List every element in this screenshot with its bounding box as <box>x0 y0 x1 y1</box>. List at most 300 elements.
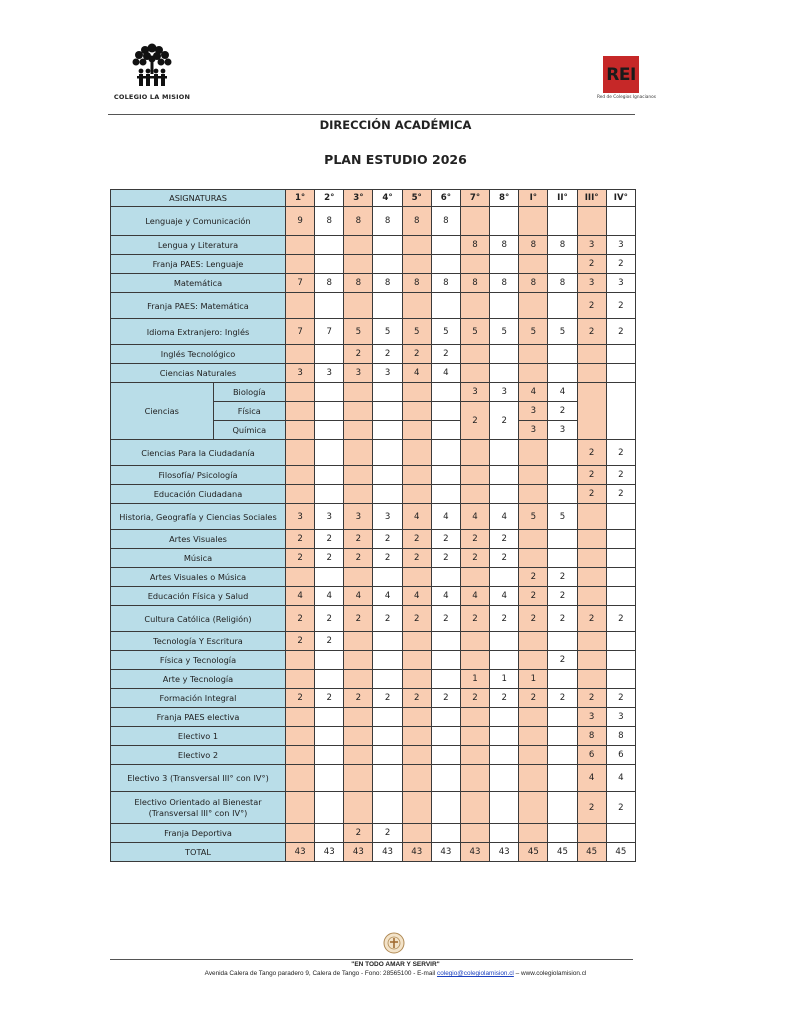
hours-cell <box>315 485 344 504</box>
hours-cell <box>606 651 635 670</box>
subject-label: Arte y Tecnología <box>111 670 286 689</box>
hours-cell: 4 <box>431 364 460 383</box>
subject-label: Educación Física y Salud <box>111 587 286 606</box>
hours-cell: 3 <box>373 504 402 530</box>
hours-cell: 2 <box>577 293 606 319</box>
hours-cell: 3 <box>460 383 489 402</box>
hours-cell <box>315 345 344 364</box>
rei-subtitle: Red de Colegios Ignacianos <box>597 95 657 100</box>
hours-cell: 2 <box>577 485 606 504</box>
hours-cell <box>315 708 344 727</box>
hours-cell: 8 <box>402 207 431 236</box>
hours-cell <box>460 466 489 485</box>
hours-cell: 2 <box>344 530 373 549</box>
hours-cell: 3 <box>373 364 402 383</box>
hours-cell: 3 <box>519 421 548 440</box>
hours-cell: 4 <box>286 587 315 606</box>
hours-cell <box>286 345 315 364</box>
hours-cell <box>519 549 548 568</box>
hours-cell <box>490 746 519 765</box>
hours-cell <box>286 670 315 689</box>
hours-cell: 2 <box>402 549 431 568</box>
hours-cell <box>431 383 460 402</box>
subject-label-ciencias: Ciencias <box>111 383 214 440</box>
hours-cell <box>286 651 315 670</box>
hours-cell: 3 <box>606 708 635 727</box>
hours-cell <box>431 293 460 319</box>
hours-cell: 1 <box>460 670 489 689</box>
hours-cell <box>315 568 344 587</box>
hours-cell <box>431 765 460 792</box>
page-subtitle: PLAN ESTUDIO 2026 <box>324 152 467 167</box>
hours-cell <box>490 485 519 504</box>
hours-cell <box>548 792 577 824</box>
hours-cell <box>373 440 402 466</box>
hours-cell: 9 <box>286 207 315 236</box>
hours-cell <box>402 708 431 727</box>
hours-cell: 8 <box>315 274 344 293</box>
hours-cell: 2 <box>373 345 402 364</box>
hours-cell: 5 <box>519 504 548 530</box>
hours-cell <box>519 765 548 792</box>
hours-cell <box>577 504 606 530</box>
table-row <box>111 824 636 843</box>
hours-cell: 5 <box>344 319 373 345</box>
hours-cell: 2 <box>519 587 548 606</box>
hours-cell <box>606 345 635 364</box>
hours-cell <box>519 824 548 843</box>
table-row <box>111 319 636 345</box>
hours-cell <box>344 383 373 402</box>
hours-cell: 2 <box>344 606 373 632</box>
hours-cell: 4 <box>344 587 373 606</box>
hours-cell <box>315 402 344 421</box>
hours-cell <box>286 746 315 765</box>
subject-label: Cultura Católica (Religión) <box>111 606 286 632</box>
hours-cell <box>460 727 489 746</box>
hours-cell: 8 <box>606 727 635 746</box>
table-row <box>111 364 636 383</box>
hours-cell <box>315 383 344 402</box>
hours-cell: 2 <box>548 606 577 632</box>
table-row <box>111 549 636 568</box>
hours-cell <box>402 293 431 319</box>
table-row <box>111 274 636 293</box>
hours-cell: 2 <box>519 568 548 587</box>
hours-cell <box>548 765 577 792</box>
table-row <box>111 792 636 824</box>
hours-cell: 5 <box>402 319 431 345</box>
hours-cell <box>373 792 402 824</box>
hours-cell: 8 <box>548 274 577 293</box>
rei-logo-text: REI <box>606 64 636 85</box>
hours-cell: 3 <box>606 274 635 293</box>
hours-cell <box>373 421 402 440</box>
hours-cell <box>577 207 606 236</box>
hours-cell <box>315 727 344 746</box>
hours-cell <box>548 530 577 549</box>
hours-cell <box>548 549 577 568</box>
hours-cell <box>490 440 519 466</box>
rei-logo <box>597 56 657 100</box>
hours-cell: 4 <box>519 383 548 402</box>
hours-cell <box>519 293 548 319</box>
subject-label: Franja Deportiva <box>111 824 286 843</box>
hours-cell <box>548 670 577 689</box>
subject-label: TOTAL <box>111 843 286 862</box>
hours-cell <box>373 765 402 792</box>
hours-cell <box>519 651 548 670</box>
hours-cell: 8 <box>344 274 373 293</box>
hours-cell: 2 <box>315 606 344 632</box>
hours-cell <box>402 746 431 765</box>
hours-cell <box>577 587 606 606</box>
header-divider <box>108 114 635 115</box>
hours-cell <box>519 345 548 364</box>
subject-label: Educación Ciudadana <box>111 485 286 504</box>
hours-cell <box>315 824 344 843</box>
hours-cell <box>286 466 315 485</box>
hours-cell <box>286 421 315 440</box>
hours-cell <box>460 207 489 236</box>
hours-cell: 8 <box>460 236 489 255</box>
hours-cell <box>490 466 519 485</box>
hours-cell <box>460 746 489 765</box>
hours-cell <box>373 466 402 485</box>
hours-cell: 3 <box>344 364 373 383</box>
hours-cell: 2 <box>373 549 402 568</box>
hours-cell <box>548 207 577 236</box>
table-row <box>111 485 636 504</box>
hours-cell: 4 <box>460 504 489 530</box>
hours-cell: 4 <box>490 587 519 606</box>
hours-cell <box>344 670 373 689</box>
hours-cell: 8 <box>548 236 577 255</box>
table-row <box>111 765 636 792</box>
hours-cell: 2 <box>315 632 344 651</box>
hours-cell: 2 <box>373 606 402 632</box>
hours-cell: 2 <box>402 345 431 364</box>
hours-cell <box>431 421 460 440</box>
hours-cell <box>286 792 315 824</box>
hours-cell <box>490 792 519 824</box>
subject-label: Filosofía/ Psicología <box>111 466 286 485</box>
hours-cell <box>519 255 548 274</box>
hours-cell <box>519 440 548 466</box>
hours-cell: 7 <box>315 319 344 345</box>
hours-cell: 2 <box>606 466 635 485</box>
hours-cell <box>460 632 489 651</box>
hours-cell: 4 <box>431 587 460 606</box>
hours-cell <box>402 440 431 466</box>
subject-sublabel: Biología <box>213 383 285 402</box>
subject-label: Artes Visuales <box>111 530 286 549</box>
hours-cell <box>344 255 373 274</box>
hours-cell: 4 <box>373 587 402 606</box>
hours-cell <box>548 824 577 843</box>
subject-label: Artes Visuales o Música <box>111 568 286 587</box>
hours-cell <box>606 824 635 843</box>
hours-cell <box>519 632 548 651</box>
hours-cell: 2 <box>431 549 460 568</box>
hours-cell <box>606 549 635 568</box>
hours-cell <box>344 485 373 504</box>
hours-cell <box>373 485 402 504</box>
hours-cell: 2 <box>548 651 577 670</box>
hours-cell: 3 <box>577 274 606 293</box>
hours-cell <box>519 485 548 504</box>
hours-cell: 8 <box>460 274 489 293</box>
hours-cell <box>402 236 431 255</box>
hours-cell: 2 <box>431 345 460 364</box>
hours-cell: 5 <box>548 504 577 530</box>
hours-cell: 43 <box>431 843 460 862</box>
hours-cell <box>373 293 402 319</box>
hours-cell: 2 <box>606 689 635 708</box>
hours-cell <box>460 824 489 843</box>
hours-cell <box>548 364 577 383</box>
grade-header: I° <box>519 190 548 207</box>
hours-cell: 2 <box>460 689 489 708</box>
hours-cell <box>402 632 431 651</box>
hours-cell: 3 <box>606 236 635 255</box>
hours-cell: 8 <box>431 274 460 293</box>
hours-cell: 2 <box>577 792 606 824</box>
hours-cell: 2 <box>519 689 548 708</box>
hours-cell: 2 <box>402 606 431 632</box>
hours-cell <box>402 765 431 792</box>
hours-cell <box>548 440 577 466</box>
hours-cell: 2 <box>606 293 635 319</box>
hours-cell <box>373 651 402 670</box>
hours-cell: 2 <box>344 824 373 843</box>
hours-cell: 8 <box>344 207 373 236</box>
hours-cell: 2 <box>431 689 460 708</box>
school-name: COLEGIO LA MISION <box>113 93 191 101</box>
hours-cell <box>402 651 431 670</box>
hours-cell: 43 <box>490 843 519 862</box>
hours-cell-merged <box>577 383 606 440</box>
table-row <box>111 345 636 364</box>
subject-label: Electivo 2 <box>111 746 286 765</box>
hours-cell <box>490 293 519 319</box>
hours-cell: 2 <box>606 792 635 824</box>
hours-cell <box>577 530 606 549</box>
hours-cell <box>431 485 460 504</box>
hours-cell: 4 <box>548 383 577 402</box>
hours-cell: 7 <box>286 274 315 293</box>
hours-cell <box>490 651 519 670</box>
hours-cell: 2 <box>548 689 577 708</box>
hours-cell <box>431 727 460 746</box>
subject-label: Franja PAES electiva <box>111 708 286 727</box>
hours-cell <box>315 255 344 274</box>
hours-cell <box>431 670 460 689</box>
hours-cell <box>577 824 606 843</box>
hours-cell <box>431 402 460 421</box>
hours-cell: 4 <box>606 765 635 792</box>
hours-cell: 5 <box>490 319 519 345</box>
grade-header: 5° <box>402 190 431 207</box>
column-header-asignaturas: ASIGNATURAS <box>111 190 286 207</box>
hours-cell <box>431 440 460 466</box>
hours-cell: 2 <box>577 319 606 345</box>
hours-cell: 43 <box>460 843 489 862</box>
table-row <box>111 383 636 402</box>
grade-header: 2° <box>315 190 344 207</box>
hours-cell <box>315 765 344 792</box>
subject-label: Electivo Orientado al Bienestar (Transversal III° con IV°) <box>111 792 286 824</box>
hours-cell: 1 <box>519 670 548 689</box>
hours-cell <box>315 421 344 440</box>
hours-cell <box>490 824 519 843</box>
table-row <box>111 293 636 319</box>
hours-cell <box>460 255 489 274</box>
hours-cell-merged <box>606 383 635 440</box>
hours-cell <box>548 255 577 274</box>
hours-cell <box>373 670 402 689</box>
subject-label: Electivo 3 (Transversal III° con IV°) <box>111 765 286 792</box>
hours-cell <box>315 792 344 824</box>
hours-cell <box>402 485 431 504</box>
hours-cell: 3 <box>490 383 519 402</box>
hours-cell <box>402 255 431 274</box>
hours-cell <box>431 466 460 485</box>
hours-cell: 2 <box>490 530 519 549</box>
hours-cell <box>286 485 315 504</box>
hours-cell: 4 <box>431 504 460 530</box>
hours-cell: 8 <box>373 207 402 236</box>
hours-cell <box>460 765 489 792</box>
subject-label: Ciencias Para la Ciudadanía <box>111 440 286 466</box>
hours-cell: 8 <box>577 727 606 746</box>
hours-cell: 2 <box>577 255 606 274</box>
subject-label: Ciencias Naturales <box>111 364 286 383</box>
table-row <box>111 651 636 670</box>
subject-label: Inglés Tecnológico <box>111 345 286 364</box>
hours-cell <box>490 345 519 364</box>
hours-cell: 4 <box>402 364 431 383</box>
subject-label: Franja PAES: Matemática <box>111 293 286 319</box>
hours-cell: 1 <box>490 670 519 689</box>
hours-cell: 3 <box>286 364 315 383</box>
hours-cell <box>490 765 519 792</box>
grade-header: 8° <box>490 190 519 207</box>
hours-cell <box>373 708 402 727</box>
hours-cell <box>490 255 519 274</box>
hours-cell: 5 <box>548 319 577 345</box>
hours-cell <box>519 466 548 485</box>
hours-cell: 43 <box>286 843 315 862</box>
hours-cell <box>431 632 460 651</box>
subject-label: Electivo 1 <box>111 727 286 746</box>
hours-cell <box>373 255 402 274</box>
email-link[interactable]: colegio@colegiolamision.cl <box>437 970 514 977</box>
hours-cell: 8 <box>490 274 519 293</box>
subject-label: Tecnología Y Escritura <box>111 632 286 651</box>
hours-cell: 8 <box>519 236 548 255</box>
hours-cell <box>344 651 373 670</box>
subject-label: Formación Integral <box>111 689 286 708</box>
hours-cell <box>373 568 402 587</box>
hours-cell: 2 <box>460 606 489 632</box>
hours-cell <box>431 651 460 670</box>
hours-cell: 2 <box>373 689 402 708</box>
hours-cell <box>548 466 577 485</box>
table-row <box>111 606 636 632</box>
table-row <box>111 689 636 708</box>
hours-cell: 5 <box>431 319 460 345</box>
hours-cell: 3 <box>577 708 606 727</box>
hours-cell <box>402 568 431 587</box>
hours-cell <box>577 549 606 568</box>
table-row <box>111 708 636 727</box>
hours-cell: 2 <box>606 485 635 504</box>
hours-cell: 2 <box>373 530 402 549</box>
table-row <box>111 632 636 651</box>
hours-cell <box>460 568 489 587</box>
hours-cell: 2 <box>344 549 373 568</box>
hours-cell: 4 <box>315 587 344 606</box>
hours-cell: 2 <box>490 606 519 632</box>
hours-cell <box>431 824 460 843</box>
table-row <box>111 504 636 530</box>
school-logo <box>104 42 200 106</box>
hours-cell <box>286 765 315 792</box>
hours-cell <box>548 727 577 746</box>
hours-cell <box>490 727 519 746</box>
website-text: – www.colegiolamision.cl <box>513 970 587 977</box>
hours-cell: 5 <box>373 319 402 345</box>
hours-cell <box>460 440 489 466</box>
hours-cell: 2 <box>315 549 344 568</box>
hours-cell <box>460 345 489 364</box>
hours-cell: 2 <box>577 689 606 708</box>
footer-divider <box>110 959 633 960</box>
hours-cell <box>577 568 606 587</box>
hours-cell <box>373 236 402 255</box>
table-row <box>111 236 636 255</box>
hours-cell: 8 <box>431 207 460 236</box>
subject-label: Lengua y Literatura <box>111 236 286 255</box>
hours-cell: 3 <box>577 236 606 255</box>
hours-cell <box>286 727 315 746</box>
hours-cell <box>431 236 460 255</box>
hours-cell <box>286 708 315 727</box>
hours-cell <box>315 466 344 485</box>
hours-cell <box>606 670 635 689</box>
hours-cell-merged: 2 <box>490 402 519 440</box>
hours-cell: 4 <box>490 504 519 530</box>
hours-cell <box>344 727 373 746</box>
hours-cell <box>431 792 460 824</box>
hours-cell <box>315 651 344 670</box>
hours-cell: 45 <box>606 843 635 862</box>
hours-cell <box>519 207 548 236</box>
table-row <box>111 568 636 587</box>
subject-label: Música <box>111 549 286 568</box>
hours-cell <box>286 440 315 466</box>
hours-cell <box>344 466 373 485</box>
hours-cell: 8 <box>373 274 402 293</box>
school-seal-icon <box>383 932 405 954</box>
hours-cell <box>519 746 548 765</box>
hours-cell <box>577 651 606 670</box>
hours-cell <box>606 530 635 549</box>
hours-cell-merged: 2 <box>460 402 489 440</box>
page-title: DIRECCIÓN ACADÉMICA <box>319 118 472 132</box>
hours-cell: 4 <box>402 504 431 530</box>
